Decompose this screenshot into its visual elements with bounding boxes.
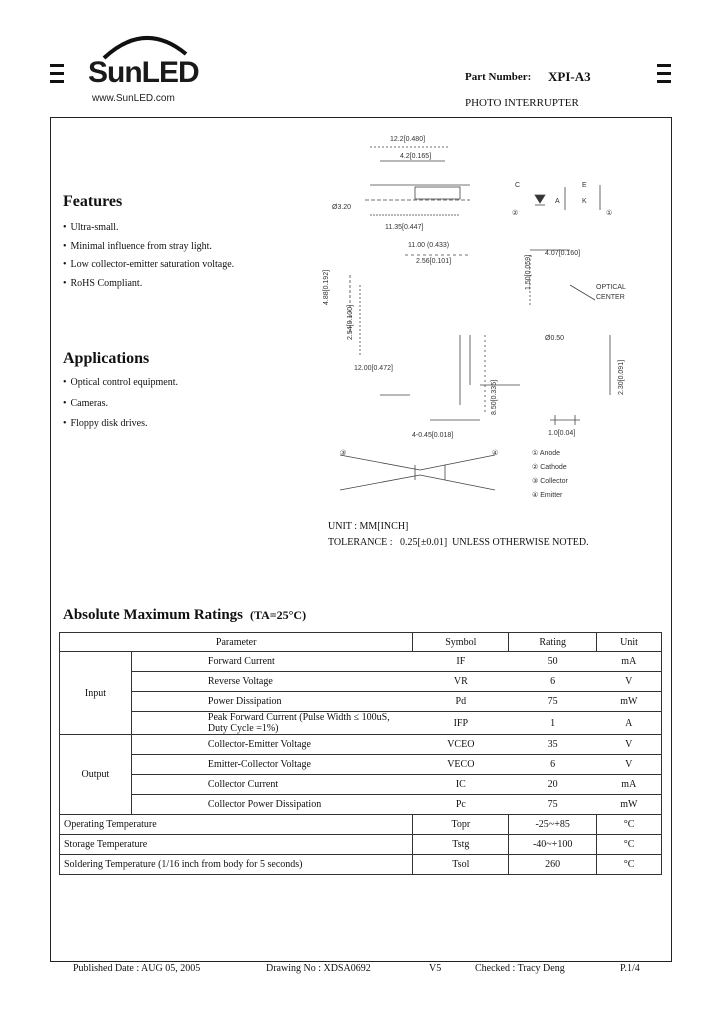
pin-letter: K — [582, 198, 587, 205]
symbol-cell: IC — [413, 775, 509, 795]
pin-marker: ④ — [492, 450, 499, 457]
table-row — [60, 692, 662, 712]
table-row — [60, 835, 662, 855]
optical-center-label: CENTER — [596, 294, 625, 301]
list-item: • Low collector-emitter saturation voltage. — [63, 259, 234, 278]
optical-center-label: OPTICAL — [596, 284, 626, 291]
symbol-cell: Topr — [413, 815, 509, 835]
table-header-row — [60, 633, 662, 652]
dim-label: Ø0.50 — [545, 335, 565, 342]
dim-label: Ø3.20 — [332, 204, 352, 211]
unit-cell: °C — [597, 835, 662, 855]
rating-cell: 6 — [509, 755, 597, 775]
column-header: Parameter — [60, 633, 413, 652]
unit-cell: V — [597, 672, 662, 692]
pin-legend-item: ③ Collector — [532, 478, 568, 485]
part-number-label: Part Number: — [465, 71, 532, 83]
pin-legend-item: ① Anode — [532, 450, 561, 457]
dim-label: 1.0[0.04] — [548, 430, 576, 437]
param-cell: Reverse Voltage — [131, 672, 413, 692]
logo-url[interactable]: www.SunLED.com — [92, 93, 175, 104]
list-item: • Ultra-small. — [63, 222, 234, 241]
unit-cell: mW — [597, 692, 662, 712]
group-label: Output — [60, 735, 132, 815]
features-list — [63, 222, 234, 296]
dim-label: 11.35[0.447] — [385, 224, 424, 231]
rating-cell: 35 — [509, 735, 597, 755]
ratings-table — [59, 632, 662, 875]
ratings-title: Absolute Maximum Ratings — [63, 607, 244, 623]
unit-cell: V — [597, 755, 662, 775]
table-row — [60, 712, 662, 735]
table-row — [60, 855, 662, 875]
list-item: • Cameras. — [63, 398, 178, 419]
list-item: • RoHS Compliant. — [63, 278, 234, 297]
applications-list — [63, 377, 178, 439]
pin-letter: C — [515, 182, 521, 189]
rating-cell: 50 — [509, 652, 597, 672]
pin-legend-item: ② Cathode — [532, 464, 567, 471]
table-row — [60, 672, 662, 692]
table-row — [60, 795, 662, 815]
param-cell: Operating Temperature — [60, 815, 413, 835]
checked-by: Checked : Tracy Deng — [475, 963, 565, 974]
table-row — [60, 735, 662, 755]
part-number: XPI-A3 — [548, 69, 591, 84]
logo: SunLED — [88, 56, 199, 89]
unit-cell: mW — [597, 795, 662, 815]
table-row — [60, 775, 662, 795]
symbol-cell: Pc — [413, 795, 509, 815]
group-label: Input — [60, 652, 132, 735]
dim-label: 2.54[0.100] — [347, 304, 354, 340]
list-item: • Floppy disk drives. — [63, 418, 178, 439]
symbol-cell: VECO — [413, 755, 509, 775]
dim-label: 12.2[0.480] — [390, 136, 426, 143]
param-cell: Collector Current — [131, 775, 413, 795]
table-row — [60, 815, 662, 835]
rating-cell: 20 — [509, 775, 597, 795]
symbol-cell: IF — [413, 652, 509, 672]
symbol-cell: IFP — [413, 712, 509, 735]
unit-cell: °C — [597, 855, 662, 875]
unit-cell: A — [597, 712, 662, 735]
dim-label: 2.56[0.101] — [416, 258, 452, 265]
dim-label: 4.07[0.160] — [545, 250, 581, 257]
drawing-number: Drawing No : XDSA0692 — [266, 963, 371, 974]
rating-cell: -40~+100 — [509, 835, 597, 855]
pin-marker: ③ — [340, 450, 347, 457]
dim-label: 4.88[0.192] — [323, 269, 330, 305]
dim-label: 1.50[0.059] — [525, 254, 532, 290]
dim-label: 4-0.45[0.018] — [412, 432, 454, 439]
right-menu-bars-icon — [657, 64, 671, 88]
rating-cell: 75 — [509, 795, 597, 815]
pin-legend-item: ④ Emitter — [532, 492, 563, 499]
list-item: • Minimal influence from stray light. — [63, 241, 234, 260]
param-cell: Soldering Temperature (1/16 inch from body for 5 seconds) — [60, 855, 413, 875]
left-menu-bars-icon — [50, 64, 64, 88]
pin-letter: E — [582, 182, 587, 189]
pin-letter: A — [555, 198, 560, 205]
unit-cell: mA — [597, 652, 662, 672]
unit-cell: V — [597, 735, 662, 755]
pin-marker: ① — [606, 210, 613, 217]
param-cell: Emitter-Collector Voltage — [131, 755, 413, 775]
ratings-heading — [63, 606, 306, 624]
dim-label: 12.00[0.472] — [354, 365, 393, 372]
rating-cell: -25~+85 — [509, 815, 597, 835]
published-date: Published Date : AUG 05, 2005 — [73, 963, 201, 974]
unit-cell: mA — [597, 775, 662, 795]
dim-label: 8.50[0.335] — [491, 379, 498, 415]
rating-cell: 260 — [509, 855, 597, 875]
rating-cell: 1 — [509, 712, 597, 735]
package-dimension-drawing — [320, 125, 640, 510]
dim-label: 4.2[0.165] — [400, 153, 432, 160]
tolerance-note: TOLERANCE : 0.25[±0.01] UNLESS OTHERWISE NOTED. — [328, 537, 589, 548]
symbol-cell: Tsol — [413, 855, 509, 875]
param-cell: Collector-Emitter Voltage — [131, 735, 413, 755]
version: V5 — [429, 963, 442, 974]
param-cell: Collector Power Dissipation — [131, 795, 413, 815]
column-header: Rating — [509, 633, 597, 652]
table-row — [60, 755, 662, 775]
dim-label: 11.00 (0.433) — [408, 242, 450, 249]
symbol-cell: Pd — [413, 692, 509, 712]
table-row — [60, 652, 662, 672]
param-cell: Storage Temperature — [60, 835, 413, 855]
param-cell: Power Dissipation — [131, 692, 413, 712]
rating-cell: 6 — [509, 672, 597, 692]
unit-cell: °C — [597, 815, 662, 835]
unit-note: UNIT : MM[INCH] — [328, 521, 409, 532]
document-subtitle: PHOTO INTERRUPTER — [465, 97, 579, 109]
list-item: • Optical control equipment. — [63, 377, 178, 398]
param-cell: Peak Forward Current (Pulse Width ≤ 100uS, Duty Cycle =1%) — [131, 712, 413, 735]
rating-cell: 75 — [509, 692, 597, 712]
applications-title: Applications — [63, 350, 150, 367]
column-header: Symbol — [413, 633, 509, 652]
symbol-cell: VCEO — [413, 735, 509, 755]
features-title: Features — [63, 193, 123, 210]
dim-label: 2.30[0.091] — [618, 359, 625, 395]
symbol-cell: Tstg — [413, 835, 509, 855]
page-number: P.1/4 — [620, 963, 640, 974]
symbol-cell: VR — [413, 672, 509, 692]
param-cell: Forward Current — [131, 652, 413, 672]
column-header: Unit — [597, 633, 662, 652]
pin-marker: ② — [512, 210, 519, 217]
ratings-condition: (TA=25°C) — [250, 608, 307, 622]
